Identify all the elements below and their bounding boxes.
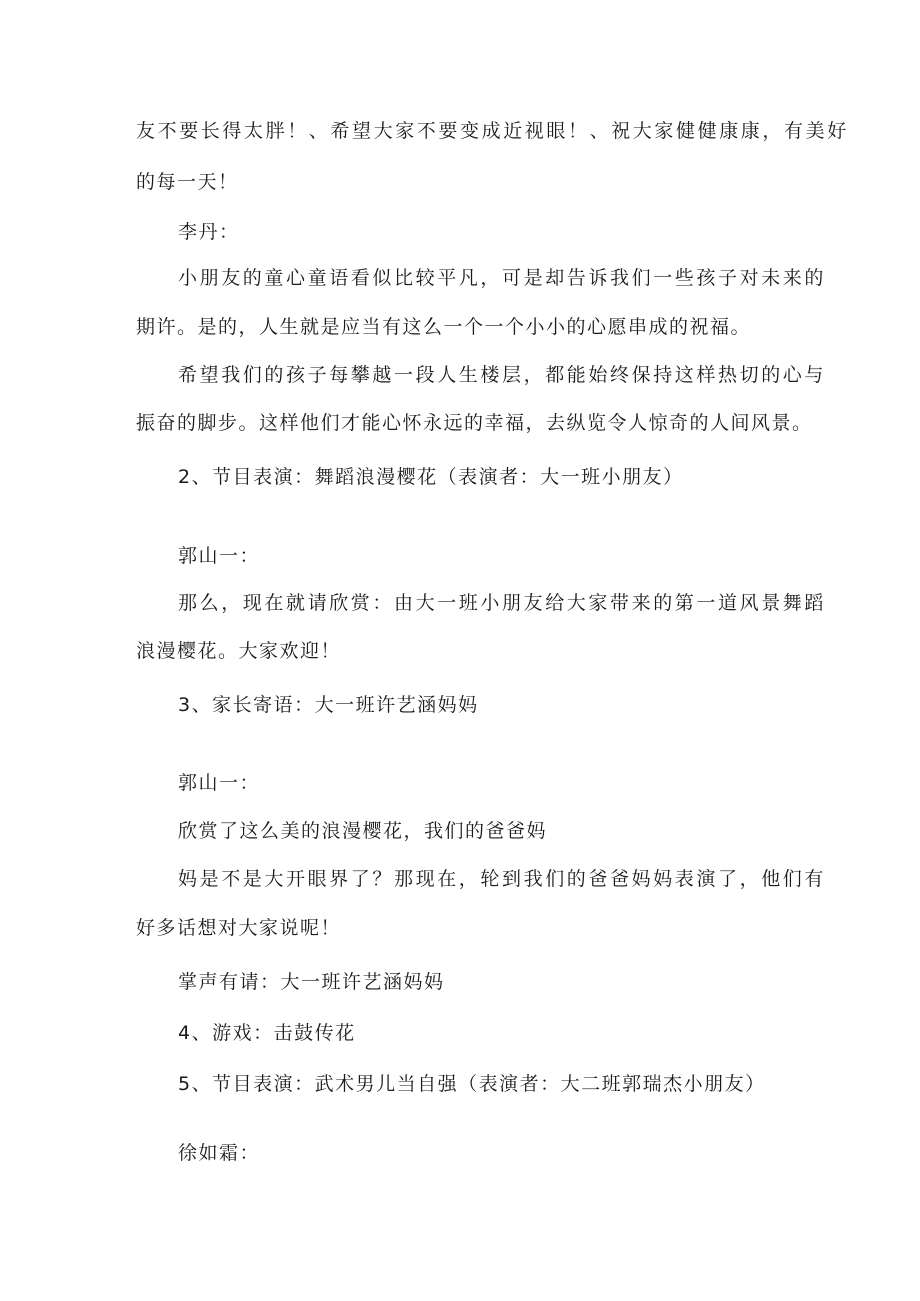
program-item: 3、家长寄语：大一班许艺涵妈妈 [178, 694, 479, 716]
text-line: 小朋友的童心童语看似比较平凡，可是却告诉我们一些孩子对未来的 [178, 267, 827, 289]
text-line: 掌声有请：大一班许艺涵妈妈 [178, 971, 445, 993]
text-line: 欣赏了这么美的浪漫樱花，我们的爸爸妈 [178, 820, 548, 842]
program-item: 5、节目表演：武术男儿当自强（表演者：大二班郭瑞杰小朋友） [178, 1073, 766, 1095]
program-item: 4、游戏：击鼓传花 [178, 1022, 356, 1044]
speaker-label: 李丹： [178, 221, 240, 243]
speaker-label: 郭山一： [178, 772, 261, 794]
speaker-label: 郭山一： [178, 545, 261, 567]
program-item: 2、节目表演：舞蹈浪漫樱花（表演者：大一班小朋友） [178, 466, 684, 488]
text-line: 友不要长得太胖！、希望大家不要变成近视眼！、祝大家健健康康，有美好 [136, 120, 849, 142]
text-line: 浪漫樱花。大家欢迎！ [136, 640, 342, 662]
text-line: 的每一天！ [136, 171, 239, 193]
text-line: 那么，现在就请欣赏：由大一班小朋友给大家带来的第一道风景舞蹈 [178, 592, 827, 614]
text-line: 妈是不是大开眼界了？那现在，轮到我们的爸爸妈妈表演了，他们有 [178, 868, 827, 890]
text-line: 期许。是的，人生就是应当有这么一个一个小小的心愿串成的祝福。 [136, 316, 752, 338]
text-line: 振奋的脚步。这样他们才能心怀永远的幸福，去纵览令人惊奇的人间风景。 [136, 412, 813, 434]
speaker-label: 徐如霜： [178, 1142, 261, 1164]
text-line: 希望我们的孩子每攀越一段人生楼层，都能始终保持这样热切的心与 [178, 364, 827, 386]
text-line: 好多话想对大家说呢！ [136, 917, 342, 939]
